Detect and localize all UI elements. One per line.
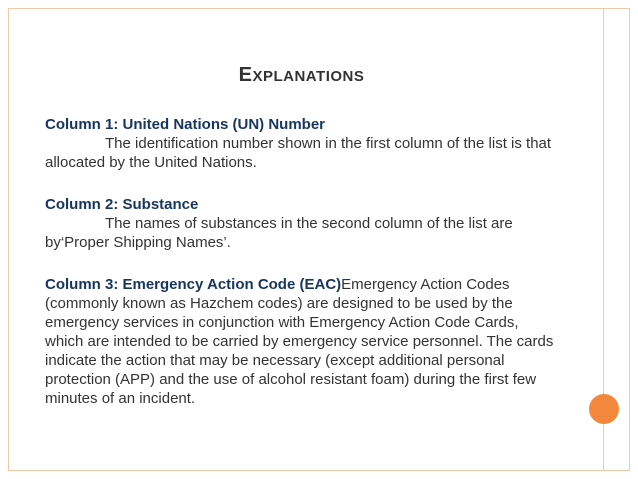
column-1-heading: Column 1: United Nations (UN) Number bbox=[45, 116, 325, 133]
title-rest: XPLANATIONS bbox=[252, 68, 365, 85]
column-2-body: The names of substances in the second column of the list are by‘Proper Shipping Names’. bbox=[45, 215, 513, 251]
title-initial: E bbox=[238, 64, 253, 86]
column-3-body: Emergency Action Codes (commonly known as Hazchem codes) are designed to be used by the emergency services in conjunction with Emergency Action Code Cards, which are intended to be carried by emergency service personnel. The cards indicate the action that may be necessary (except additional personal protection (APP) and the use of alcohol resistant foam) during the first few minutes of an incident. bbox=[45, 276, 554, 407]
orange-circle-decoration bbox=[589, 394, 619, 424]
slide-title bbox=[0, 64, 603, 87]
slide-content bbox=[45, 115, 555, 408]
column-1-body: The identification number shown in the first column of the list is that allocated by the United Nations. bbox=[45, 135, 552, 171]
column-3-paragraph bbox=[45, 275, 555, 408]
column-3-heading: Column 3: Emergency Action Code (EAC) bbox=[45, 276, 342, 293]
column-2-heading: Column 2: Substance bbox=[45, 196, 199, 213]
